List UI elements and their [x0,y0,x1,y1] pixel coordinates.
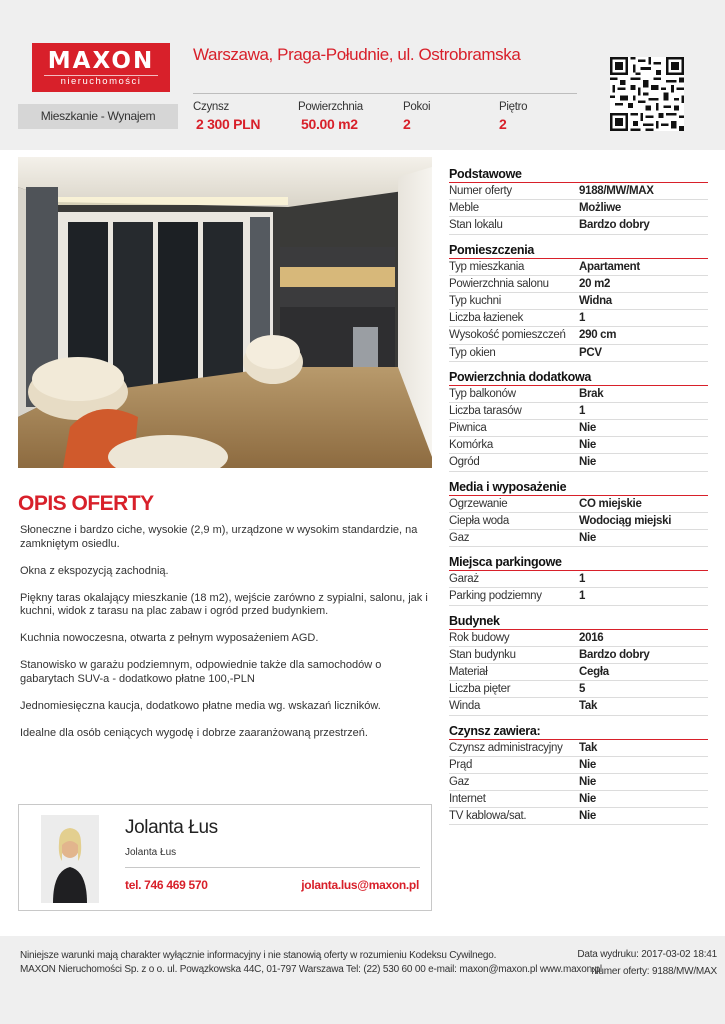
agent-card [18,804,432,911]
section-title: Pomieszczenia [449,243,708,259]
detail-value: 1 [579,590,586,603]
detail-label: Internet [449,793,486,806]
detail-row [449,647,708,664]
details-section [449,370,708,472]
detail-label: Numer oferty [449,185,512,197]
description-paragraph: Okna z ekspozycją zachodnią. [20,564,169,577]
detail-value: Bardzo dobry [579,648,650,661]
agent-phone-link[interactable]: tel. 746 469 570 [125,878,208,892]
stat-label: Piętro [499,101,528,113]
description-paragraph: Piękny taras okalający mieszkanie (18 m2), wejście zarówno z sypialni, salonu, jak i kuchni, widok z tarasu na plac zabaw i ogród przed budynkiem. [20,591,428,617]
detail-value: 2016 [579,631,604,644]
details-section [449,167,708,235]
detail-value: Cegła [579,665,609,678]
detail-value: Widna [579,294,612,307]
stat-area [298,101,363,132]
detail-row [449,571,708,588]
detail-label: Komórka [449,439,493,452]
property-address: Warszawa, Praga-Południe, ul. Ostrobramska [193,45,521,64]
detail-label: Typ mieszkania [449,260,525,273]
detail-label: Gaz [449,532,470,544]
footer-company: MAXON Nieruchomości Sp. z o o. ul. Powązkowska 44C, 01-797 Warszawa Tel: (22) 530 60 00 e-mail: maxon@maxon.pl www.maxon.pl [20,964,602,975]
stat-label: Powierzchnia [298,101,363,113]
stat-value: 2 [499,116,507,132]
detail-value: Tak [579,700,598,713]
maxon-logo[interactable] [32,43,170,92]
description-paragraph: Słoneczne i bardzo ciche, wysokie (2,9 m), urządzone w wysokim standardzie, na zamkniętym osiedlu. [20,524,418,550]
header-band [0,0,725,150]
detail-label: Rok budowy [449,631,510,644]
detail-row [449,588,708,605]
detail-label: Liczba łazienek [449,312,524,325]
detail-label: Wysokość pomieszczeń [449,329,566,342]
detail-value: Nie [579,810,596,823]
detail-label: Typ kuchni [449,294,501,307]
detail-row [449,496,708,513]
section-title: Czynsz zawiera: [449,724,708,740]
agent-name-small: Jolanta Łus [125,847,177,858]
detail-value: Nie [579,456,596,469]
stat-value: 50.00 m2 [301,116,358,132]
stat-rent [193,101,260,132]
section-title: Powierzchnia dodatkowa [449,370,708,386]
detail-label: Meble [449,202,479,215]
detail-row [449,757,708,774]
agent-email-link[interactable]: jolanta.lus@maxon.pl [301,878,419,892]
detail-row [449,454,708,471]
detail-label: Garaż [449,573,479,586]
detail-row [449,791,708,808]
detail-label: Stan lokalu [449,219,503,232]
detail-value: 290 cm [579,329,617,342]
detail-row [449,293,708,310]
listing-type-badge: Mieszkanie - Wynajem [18,104,178,129]
stat-label: Pokoi [403,101,431,113]
stat-value: 2 [403,116,411,132]
footer-disclaimer: Niniejsze warunki mają charakter wyłącznie informacyjny i nie stanowią oferty w rozumieniu Kodeksu Cywilnego. [20,950,497,961]
detail-value: 1 [579,404,586,417]
detail-value: Wodociąg miejski [579,514,672,527]
detail-row [449,630,708,647]
detail-row [449,664,708,681]
footer-print-date: Data wydruku: 2017-03-02 18:41 [577,949,717,960]
section-title: Budynek [449,614,708,630]
description-text [20,524,430,754]
detail-row [449,276,708,293]
logo-brand: MAXON [47,48,155,74]
detail-row [449,774,708,791]
detail-label: Winda [449,700,481,713]
detail-label: Liczba tarasów [449,404,522,417]
description-paragraph: Jednomiesięczna kaucja, dodatkowo płatne media wg. wskazań liczników. [20,699,381,712]
logo-subtitle: nieruchomości [44,75,158,88]
detail-label: Ogrzewanie [449,497,508,510]
detail-row [449,183,708,200]
detail-value: 20 m2 [579,277,611,290]
detail-label: Materiał [449,665,488,678]
detail-value: Nie [579,439,596,452]
detail-label: TV kablowa/sat. [449,810,527,823]
property-photo[interactable] [18,157,432,468]
detail-label: Liczba pięter [449,683,511,696]
detail-label: Stan budynku [449,648,516,661]
detail-row [449,327,708,344]
description-title: OPIS OFERTY [18,492,154,515]
detail-value: Nie [579,422,596,435]
details-section [449,724,708,826]
detail-value: Bardzo dobry [579,219,650,232]
footer-offer-number: Numer oferty: 9188/MW/MAX [591,966,717,977]
detail-row [449,259,708,276]
section-title: Miejsca parkingowe [449,555,708,571]
detail-label: Piwnica [449,422,487,435]
description-paragraph: Idealne dla osób ceniących wygodę i dobrze zaaranżowaną przestrzeń. [20,726,368,739]
detail-value: 9188/MW/MAX [579,185,654,197]
detail-value: Możliwe [579,202,621,215]
stat-rooms [403,101,430,132]
detail-row [449,437,708,454]
details-section [449,480,708,548]
detail-row [449,403,708,420]
detail-value: 1 [579,312,586,325]
detail-label: Typ okien [449,346,496,359]
detail-row [449,345,708,362]
property-details [449,167,708,833]
details-section [449,614,708,716]
detail-value: PCV [579,346,602,359]
description-paragraph: Kuchnia nowoczesna, otwarta z pełnym wyposażeniem AGD. [20,632,319,644]
address-divider [193,93,577,94]
footer-band [0,936,725,1024]
detail-value: 5 [579,683,586,696]
detail-row [449,386,708,403]
detail-value: Brak [579,387,604,400]
agent-name: Jolanta Łus [125,817,218,838]
agent-photo [41,815,99,903]
detail-row [449,200,708,217]
stat-value: 2 300 PLN [196,116,261,132]
detail-row [449,740,708,757]
detail-label: Czynsz administracyjny [449,741,563,754]
detail-row [449,310,708,327]
agent-divider [125,867,420,868]
detail-row [449,681,708,698]
detail-value: Tak [579,741,598,754]
stat-floor [499,101,527,132]
detail-value: Nie [579,532,596,544]
details-section [449,243,708,362]
detail-value: Nie [579,758,596,771]
detail-label: Typ balkonów [449,387,516,400]
details-section [449,555,708,605]
detail-row [449,420,708,437]
detail-value: 1 [579,573,586,586]
detail-label: Gaz [449,775,470,788]
detail-label: Parking podziemny [449,590,542,603]
detail-value: CO miejskie [579,497,642,510]
detail-value: Nie [579,775,596,788]
detail-row [449,698,708,715]
section-title: Podstawowe [449,167,708,183]
detail-label: Powierzchnia salonu [449,277,549,290]
detail-row [449,513,708,530]
detail-row [449,217,708,234]
detail-value: Nie [579,793,596,806]
detail-label: Prąd [449,758,473,771]
stat-label: Czynsz [193,101,229,113]
detail-value: Apartament [579,260,640,273]
section-title: Media i wyposażenie [449,480,708,496]
detail-row [449,808,708,825]
description-paragraph: Stanowisko w garażu podziemnym, odpowiednie także dla samochodów o gabarytach SUV-a - dodatkowo płatne 100,-PLN [20,659,382,685]
qr-code-icon[interactable] [610,57,684,131]
detail-row [449,530,708,547]
detail-label: Ciepła woda [449,514,509,527]
detail-label: Ogród [449,456,480,469]
